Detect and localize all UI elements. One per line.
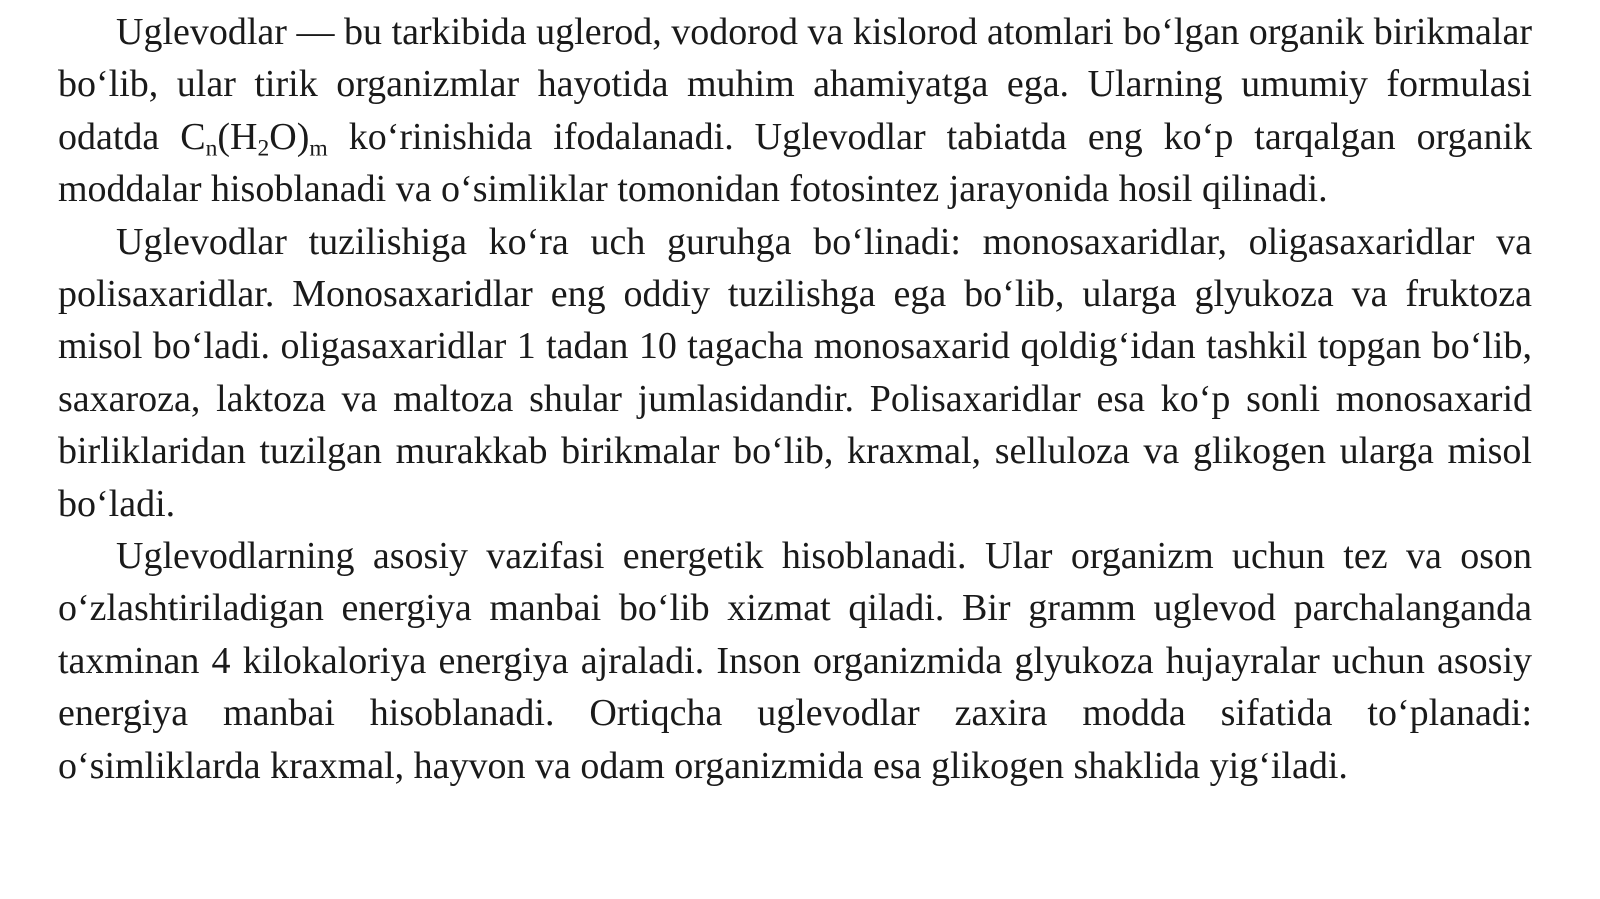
paragraph-function: Uglevodlarning asosiy vazifasi energetik hisoblanadi. Ular organizm uchun tez va oson o‘zlashtiriladigan energiya manbai bo‘lib xizmat qiladi. Bir gramm uglevod parchalanganda taxminan 4 kilokaloriya energiya ajraladi. Inson organizmida glyukoza hujayralar uchun asosiy energiya manbai hisoblanadi. Ortiqcha uglevodlar zaxira modda sifatida to‘planadi: o‘simliklarda kraxmal, hayvon va odam organizmida esa glikogen shaklida yig‘iladi. (58, 535, 1532, 787)
formula-carbon: C (180, 115, 206, 158)
document-body (58, 6, 1532, 792)
paragraph-definition (58, 6, 1532, 216)
paragraph-classification: Uglevodlar tuzilishiga ko‘ra uch guruhga bo‘linadi: monosaxaridlar, oligasaxaridlar va polisaxaridlar. Monosaxaridlar eng oddiy tuzilishga ega bo‘lib, ularga glyukoza va fruktoza misol bo‘ladi. oligasaxaridlar 1 tadan 10 tagacha monosaxarid qoldig‘idan tashkil topgan bo‘lib, saxaroza, laktoza va maltoza shular jumlasidandir. Polisaxaridlar esa ko‘p sonli monosaxarid birliklaridan tuzilgan murakkab birikmalar bo‘lib, kraxmal, selluloza va glikogen ularga misol bo‘ladi. (58, 220, 1532, 525)
formula-open-hydrogen: (H (217, 115, 258, 158)
formula-subscript-n: n (205, 135, 218, 162)
formula-oxygen-close: O) (269, 115, 310, 158)
paragraph-definition-rest: ko‘rinishida ifodalanadi. Uglevodlar tabiatda eng ko‘p tarqalgan organik moddalar hisoblanadi va o‘simliklar tomonidan fotosintez jarayonida hosil qilinadi. (58, 115, 1533, 211)
formula-subscript-m: m (309, 135, 328, 162)
general-formula (180, 115, 328, 162)
formula-subscript-2: 2 (257, 135, 270, 162)
paragraph-definition-intro: Uglevodlar — bu tarkibida uglerod, vodorod va kislorod atomlari bo‘lgan organik birikmalar bo‘lib, ular tirik organizmlar hayotida muhim ahamiyatga ega. Ularning umumiy formulasi odatda (58, 11, 1532, 158)
